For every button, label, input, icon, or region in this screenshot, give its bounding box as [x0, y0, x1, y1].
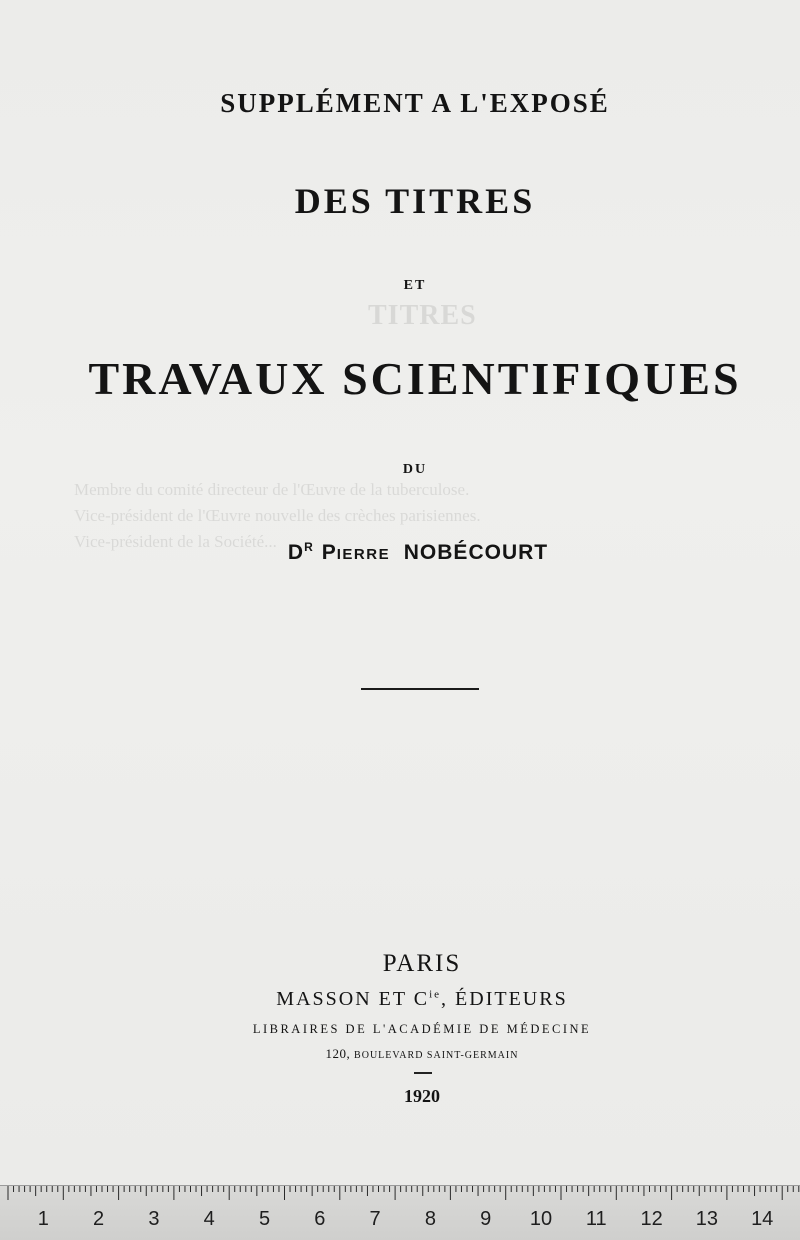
ruler-number: 9 — [480, 1208, 492, 1230]
measuring-ruler — [0, 1185, 800, 1240]
author-first-rest: IERRE — [336, 546, 391, 563]
show-through-line-3: Vice-président de la Société... — [74, 532, 277, 551]
publisher-superscript: ie — [429, 988, 442, 1001]
show-through-heading: TITRES — [368, 300, 477, 331]
imprint-libraires: LIBRAIRES DE L'ACADÉMIE DE MÉDECINE — [252, 1022, 592, 1036]
ruler-number: 5 — [258, 1208, 271, 1230]
title-line-supplement: SUPPLÉMENT A L'EXPOSÉ — [220, 88, 610, 118]
ruler-ticks — [0, 1186, 800, 1240]
ruler-number: 6 — [314, 1208, 326, 1230]
ruler-number: 2 — [93, 1208, 105, 1230]
ruler-number: 8 — [424, 1208, 436, 1230]
show-through-line-2: Vice-président de l'Œuvre nouvelle des crèches parisiennes. — [74, 506, 481, 525]
author-name — [18, 540, 800, 565]
imprint-year: 1920 — [404, 1086, 440, 1106]
author-prefix-superscript: R — [304, 540, 314, 554]
title-line-travaux: TRAVAUX SCIENTIFIQUES — [88, 353, 742, 404]
title-line-des-titres: DES TITRES — [294, 181, 536, 221]
imprint-publisher — [22, 988, 800, 1011]
ruler-number: 3 — [148, 1208, 160, 1230]
show-through-line-1: Membre du comité directeur de l'Œuvre de la tuberculose. — [74, 480, 470, 499]
address-number: 120, — [325, 1046, 355, 1061]
address-street: BOULEVARD SAINT-GERMAIN — [354, 1050, 519, 1061]
ruler-number: 12 — [640, 1208, 663, 1230]
ruler-number: 1 — [37, 1208, 49, 1230]
ruler-number: 13 — [695, 1208, 719, 1230]
author-first-initial: P — [321, 541, 337, 564]
ruler-number: 10 — [529, 1208, 553, 1230]
imprint-address — [22, 1046, 800, 1062]
author-surname: NOBÉCOURT — [403, 541, 549, 564]
title-conjunction: ET — [403, 278, 427, 293]
publisher-name: MASSON ET C — [276, 988, 430, 1010]
title-preposition: DU — [402, 462, 428, 477]
author-prefix: D — [287, 541, 305, 564]
ruler-number: 14 — [751, 1208, 774, 1230]
short-dash — [414, 1072, 432, 1074]
ruler-number: 7 — [369, 1208, 381, 1230]
publisher-suffix: , ÉDITEURS — [441, 988, 568, 1010]
decorative-rule — [361, 688, 479, 690]
imprint-city: PARIS — [382, 950, 462, 977]
ruler-number: 4 — [203, 1208, 215, 1230]
ruler-number: 11 — [585, 1208, 607, 1230]
